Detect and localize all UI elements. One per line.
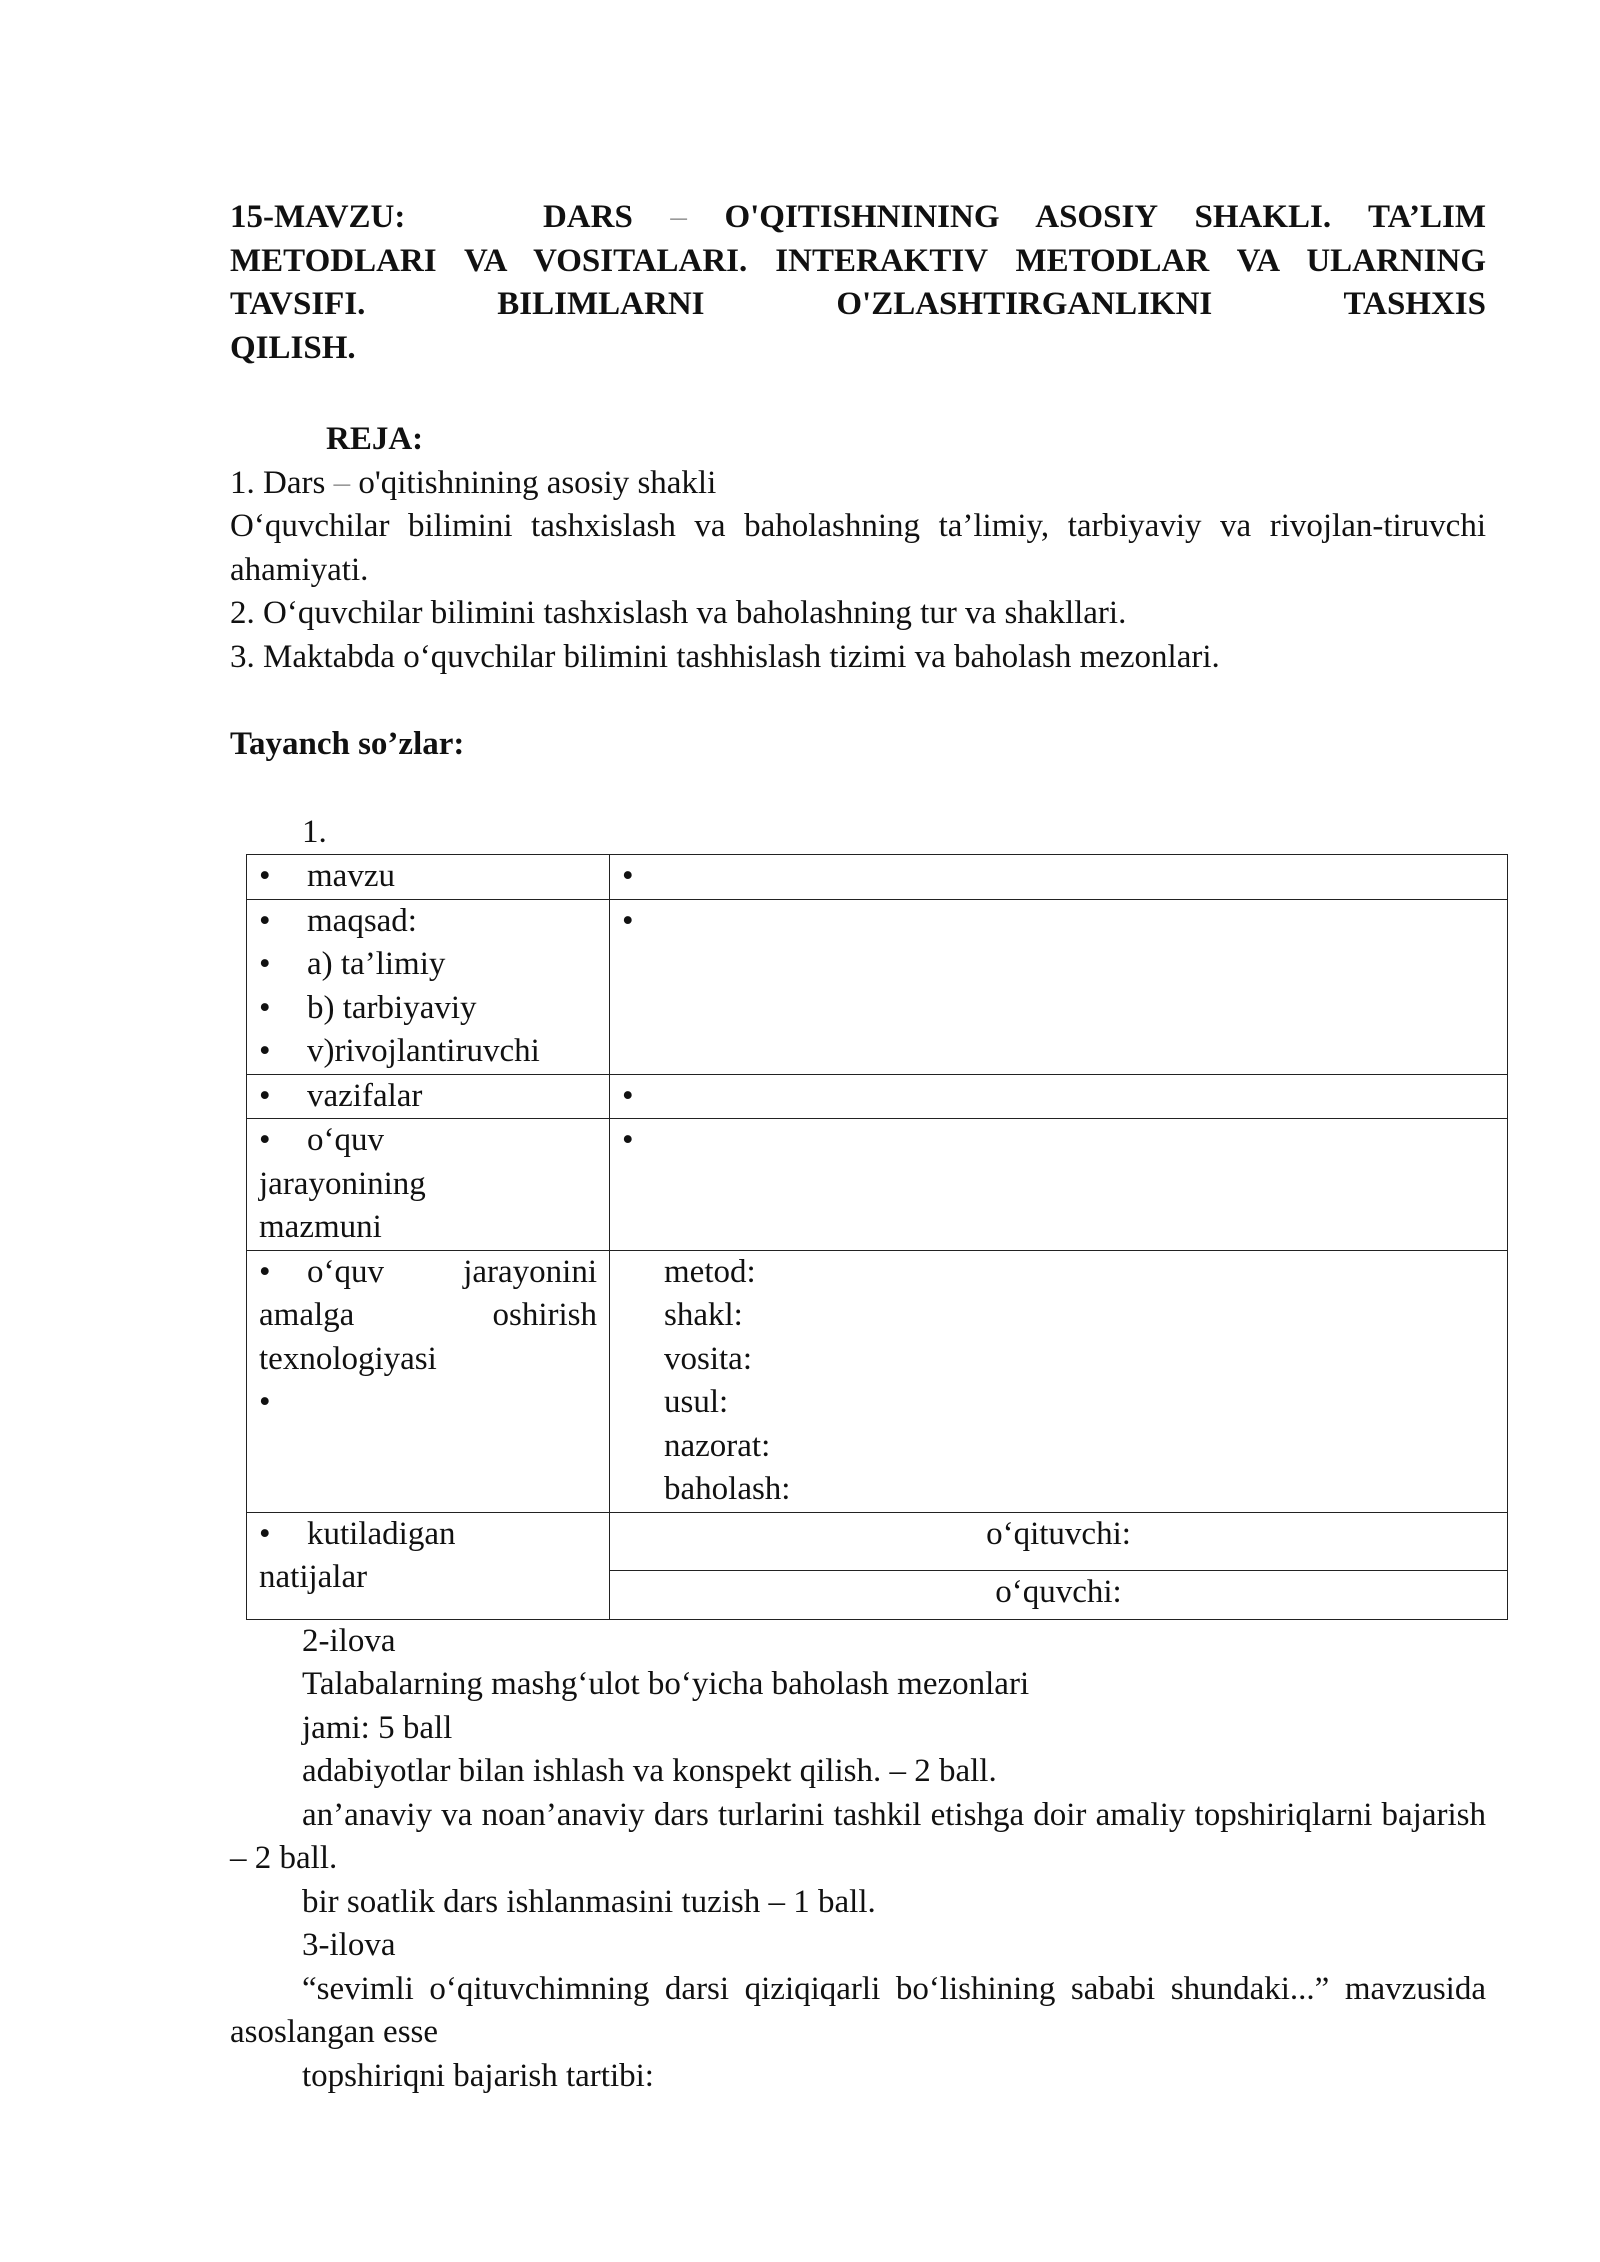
row-label-maqsad: maqsad:: [307, 902, 417, 939]
bullet-icon: •: [259, 989, 271, 1026]
row-label-mazmuni: mazmuni: [259, 1209, 382, 1245]
table-cell: [610, 899, 1508, 1074]
row-label-oquv-jarayonini: o‘quv jarayonini: [307, 1253, 597, 1290]
table-row: [247, 1512, 1508, 1619]
plan-heading: REJA:: [326, 421, 424, 457]
table-row: [247, 899, 1508, 1074]
title-dash: –: [670, 199, 687, 235]
bullet-icon: •: [259, 1122, 271, 1158]
bullet-icon: •: [622, 1077, 634, 1114]
keywords-heading: Tayanch so’zlar:: [230, 726, 465, 762]
title-prefix: 15-MAVZU:: [230, 199, 406, 235]
appendix-2-criterion-3: bir soatlik dars ishlanmasini tuzish – 1 ball.: [302, 1883, 876, 1920]
plan-item-1-detail: O‘quvchilar bilimini tashxislash va baholashning ta’limiy, tarbiyaviy va rivojlan-tiruvchi ahamiyati.: [230, 508, 1486, 588]
table-cell: [610, 1119, 1508, 1251]
row-label-texnologiyasi: texnologiyasi: [259, 1340, 437, 1377]
appendix-2-criterion-1: adabiyotlar bilan ishlash va konspekt qilish. – 2 ball.: [302, 1753, 997, 1789]
table-row: [247, 1119, 1508, 1251]
lesson-plan-table: [246, 854, 1508, 1620]
plan-item-1-dash: –: [333, 464, 351, 501]
bullet-icon: •: [259, 946, 271, 982]
row-label-tarbiyaviy: b) tarbiyaviy: [307, 989, 477, 1026]
appendix-2-total: jami: 5 ball: [302, 1709, 453, 1746]
appendix-3-order: topshiriqni bajarish tartibi:: [302, 2057, 654, 2094]
appendix-3-heading: 3-ilova: [302, 1927, 396, 1963]
table-cell: [247, 1074, 610, 1119]
plan-list: [230, 462, 1486, 680]
plan-item-1-start: 1. Dars: [230, 464, 326, 501]
table-cell: [610, 1512, 1508, 1619]
title-line1-tail: O'QITISHNINING ASOSIY SHAKLI. TA’LIM: [724, 199, 1486, 235]
bullet-icon: •: [259, 902, 271, 939]
title-line1-rest: DARS: [542, 199, 633, 235]
bullet-icon: •: [622, 1122, 634, 1158]
bullet-icon: •: [259, 1515, 271, 1552]
title-line2: METODLARI VA VOSITALARI. INTERAKTIV METODLAR VA: [230, 242, 1279, 279]
bullet-icon: •: [259, 1253, 271, 1290]
title-line4: QILISH.: [230, 329, 356, 366]
tech-nazorat: nazorat:: [664, 1427, 771, 1464]
bullet-icon: •: [622, 858, 634, 894]
appendix-3-essay: “sevimli o‘qituvchimning darsi qiziqiqarli bo‘lishining sababi shundaki...” mavzusida asoslangan esse: [230, 1970, 1486, 2050]
plan-item-1: [230, 462, 1486, 506]
table-cell: [247, 1512, 610, 1619]
plan-item-1-end: o'qitishnining asosiy shakli: [358, 464, 717, 501]
row-label-natijalar: natijalar: [259, 1559, 368, 1595]
table-number: 1.: [302, 813, 327, 850]
bullet-icon: •: [259, 858, 271, 894]
row-label-amalga-oshirish: amalga oshirish: [259, 1297, 597, 1333]
appendix-2: [230, 1620, 1486, 1925]
table-cell: [247, 899, 610, 1074]
row-label-kutiladigan: kutiladigan: [307, 1515, 456, 1552]
bullet-icon: •: [259, 1033, 271, 1069]
row-label-oquv: o‘quv: [307, 1122, 384, 1158]
tech-shakl: shakl:: [664, 1297, 743, 1333]
bullet-icon: •: [622, 902, 634, 939]
table-cell: [610, 1250, 1508, 1512]
plan-item-3: 3. Maktabda o‘quvchilar bilimini tashhislash tizimi va baholash mezonlari.: [230, 638, 1220, 675]
appendix-3: [230, 1924, 1486, 2098]
table-cell: [610, 855, 1508, 900]
table-row: [247, 1250, 1508, 1512]
table-row: [247, 855, 1508, 900]
plan-item-2: 2. O‘quvchilar bilimini tashxislash va baholashning tur va shakllari.: [230, 595, 1127, 631]
row-label-rivojlantiruvchi: v)rivojlantiruvchi: [307, 1033, 540, 1069]
result-student: o‘quvchi:: [610, 1570, 1507, 1619]
document-body: [230, 196, 1486, 2098]
table-row: [247, 1074, 1508, 1119]
row-label-mavzu: mavzu: [307, 858, 395, 894]
table-cell: [610, 1074, 1508, 1119]
row-label-vazifalar: vazifalar: [307, 1077, 423, 1114]
title-line3: ULARNING TAVSIFI. BILIMLARNI O'ZLASHTIRGANLIKNI TASHXIS: [230, 242, 1486, 322]
row-label-talimiy: a) ta’limiy: [307, 946, 446, 982]
tech-vosita: vosita:: [664, 1340, 752, 1377]
result-teacher: o‘qituvchi:: [986, 1515, 1131, 1552]
appendix-2-criterion-2: an’anaviy va noan’anaviy dars turlarini tashkil etishga doir amaliy topshiriqlarni bajarish – 2 ball.: [230, 1796, 1486, 1876]
tech-metod: metod:: [664, 1253, 756, 1290]
appendix-2-title: Talabalarning mashg‘ulot bo‘yicha baholash mezonlari: [302, 1666, 1030, 1702]
tech-usul: usul:: [664, 1384, 729, 1420]
bullet-icon: •: [259, 1384, 271, 1420]
table-cell: [247, 1250, 610, 1512]
topic-title: [230, 196, 1486, 370]
row-label-jarayonining: jarayonining: [259, 1165, 426, 1202]
table-cell: [247, 855, 610, 900]
table-cell: [247, 1119, 610, 1251]
tech-baholash: baholash:: [664, 1471, 791, 1507]
appendix-2-heading: 2-ilova: [302, 1622, 396, 1659]
bullet-icon: •: [259, 1077, 271, 1114]
